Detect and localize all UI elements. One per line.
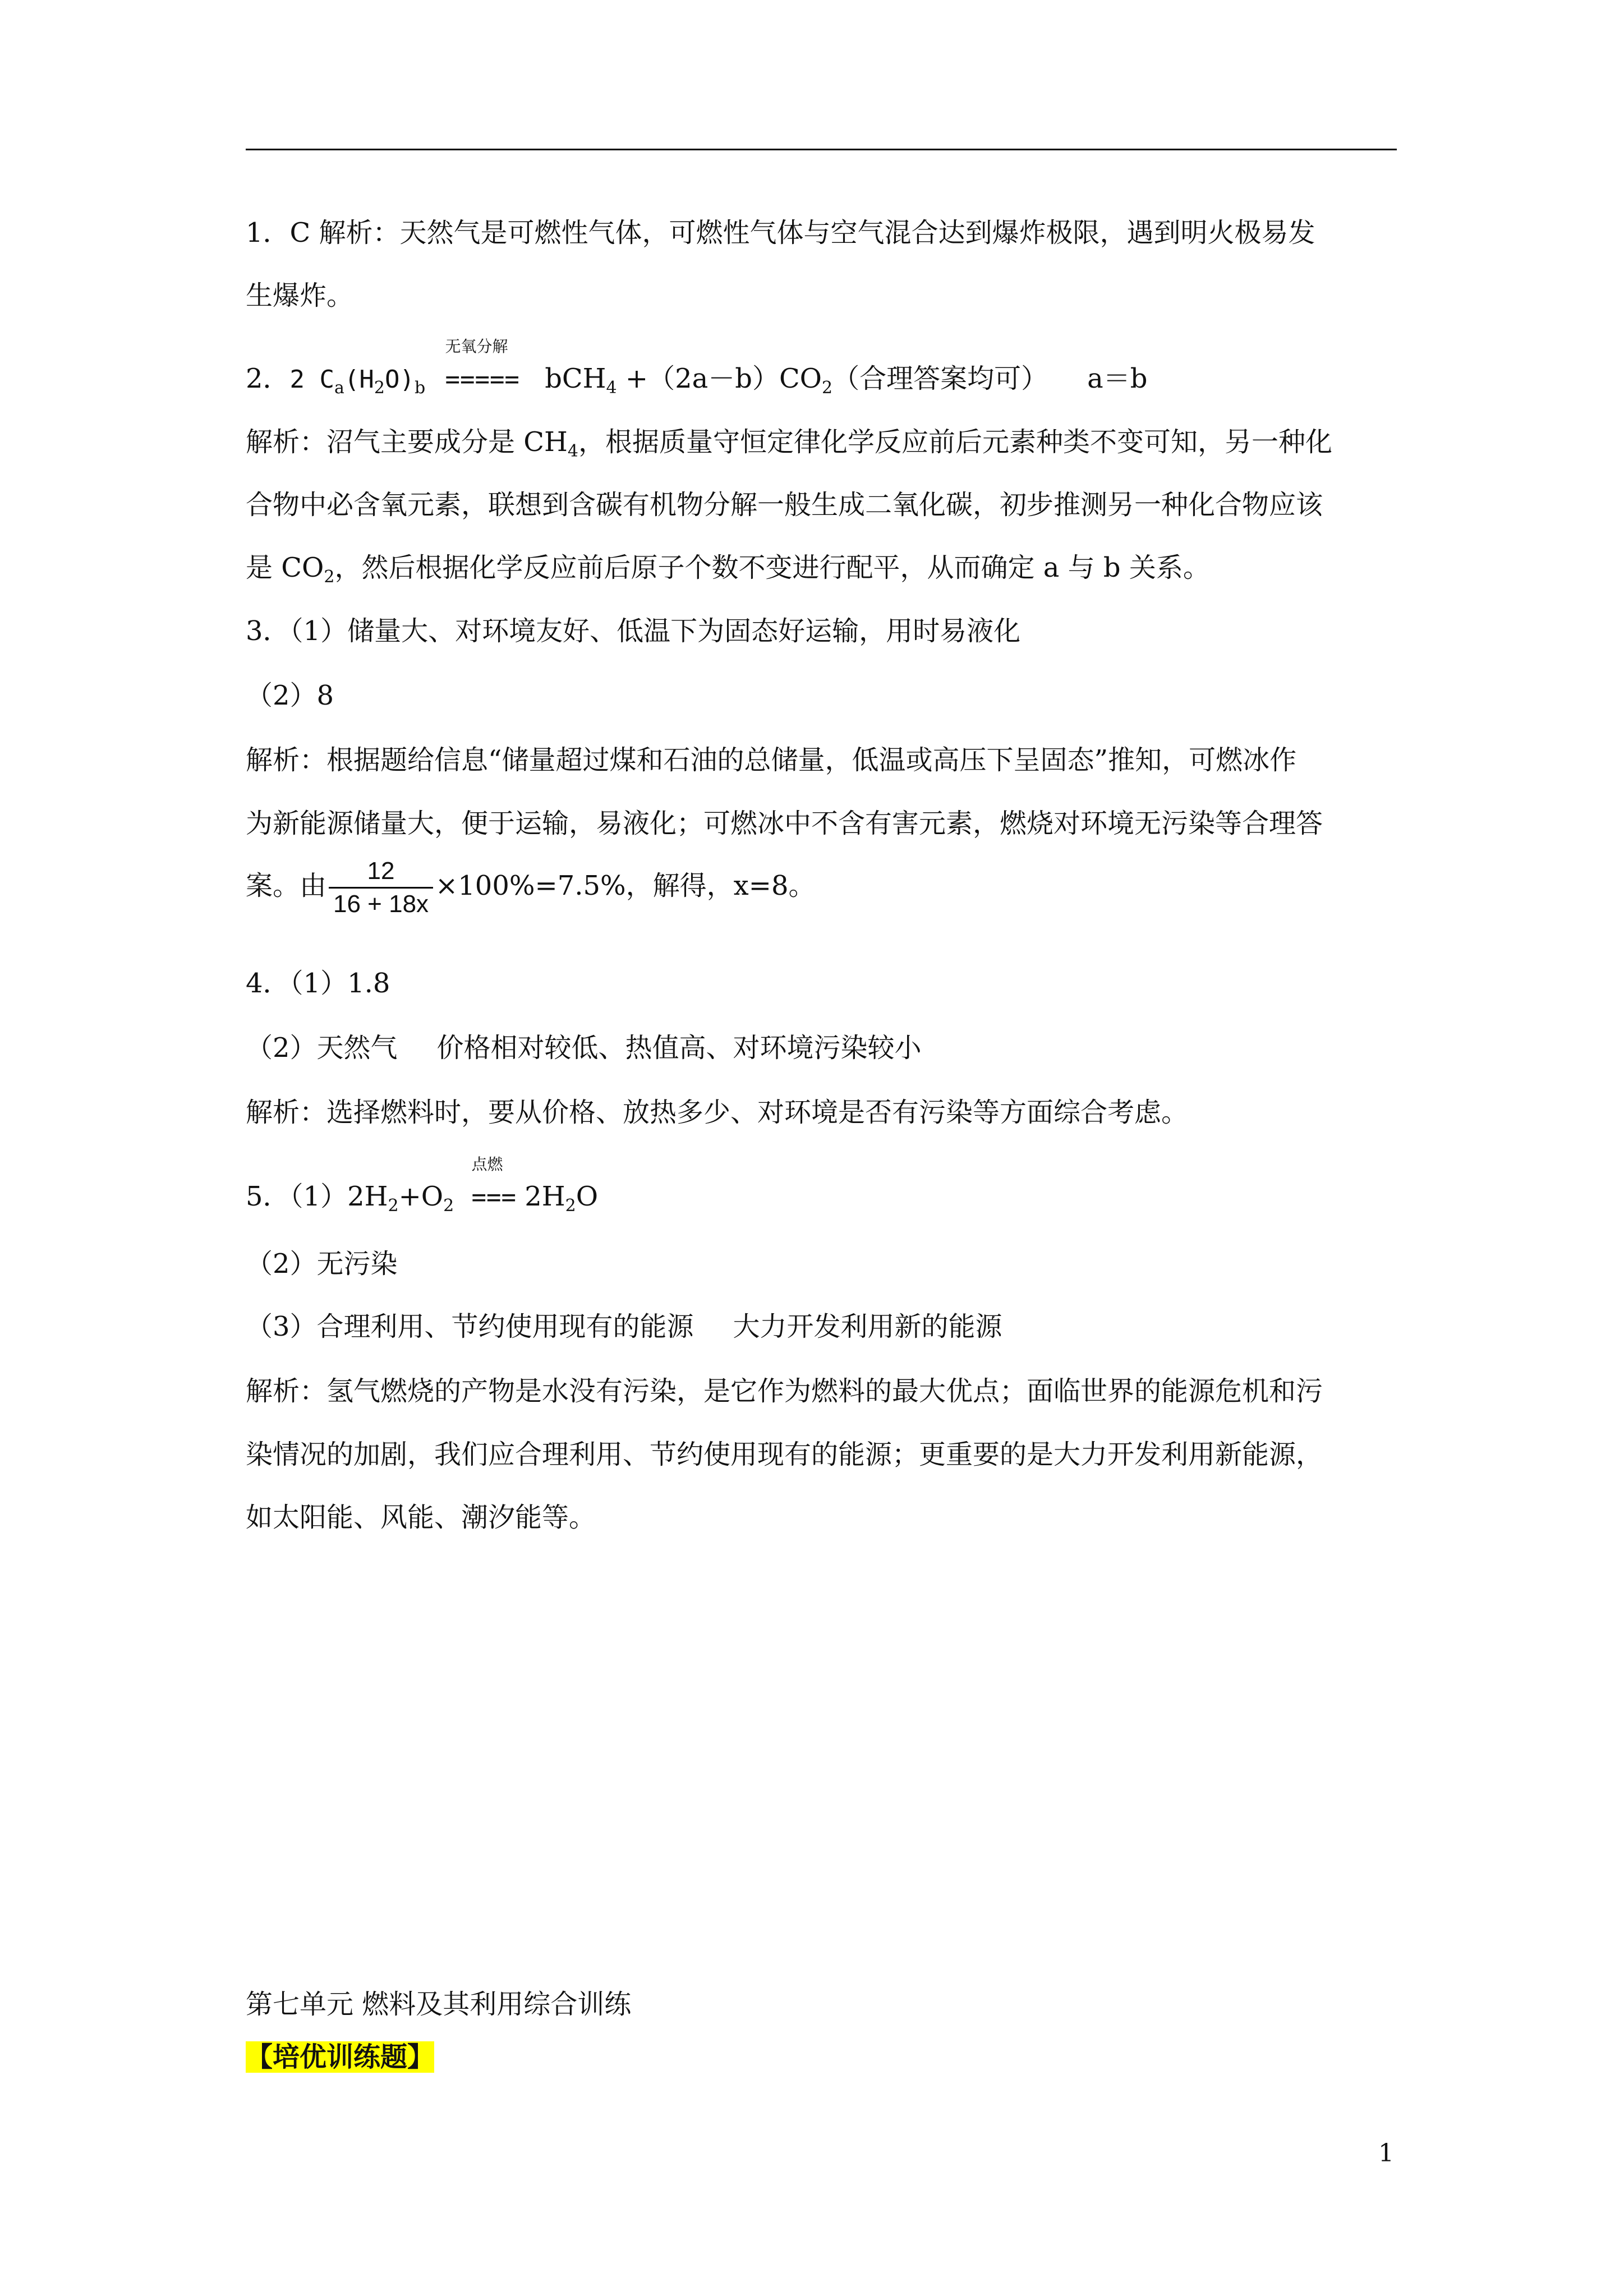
eq-sub: 2	[565, 1196, 576, 1216]
answer-5-part-1	[246, 1155, 599, 1216]
answer-5-part-3	[246, 1310, 1002, 1343]
expl-text: 是 CO	[246, 552, 324, 583]
answer-2-expl-3	[246, 551, 1210, 585]
expl-sub: 2	[324, 567, 335, 587]
eq-text: 2H	[516, 1181, 565, 1212]
answer-5-expl-2: 染情况的加剧，我们应合理利用、节约使用现有的能源；更重要的是大力开发利用新能源，	[246, 1439, 1323, 1470]
expl-text: 大力开发利用新的能源	[733, 1311, 1002, 1342]
unit-title: 第七单元 燃料及其利用综合训练	[246, 1989, 632, 2020]
answer-3-part-1: 3．（1）储量大、对环境友好、低温下为固态好运输，用时易液化	[246, 615, 1021, 647]
answer-2-expl-1	[246, 425, 1332, 459]
expl-sub: 4	[567, 441, 578, 461]
eq-sub-2: 2	[374, 378, 385, 398]
expl-text: 案。由	[246, 870, 327, 901]
answer-1-line-1: 1．C 解析：天然气是可燃性气体，可燃性气体与空气混合达到爆炸极限，遇到明火极易发	[246, 217, 1315, 249]
section-label	[246, 2040, 434, 2074]
answer-3-part-2: （2）8	[246, 680, 334, 711]
section-label-highlight: 【培优训练题】	[246, 2041, 435, 2073]
answer-1-line-2: 生爆炸。	[246, 280, 354, 311]
eq-co2-sub: 2	[822, 378, 833, 398]
fraction	[329, 855, 433, 920]
expl-text: ×100%=7.5%，解得，x=8。	[435, 870, 816, 901]
eq-coefficient: 2	[289, 365, 320, 394]
eq-carbon: C	[319, 365, 335, 394]
answer-4-part-2	[246, 1031, 922, 1065]
eq-sub-4: 4	[606, 378, 617, 398]
eq-h2o-open: (H	[344, 365, 374, 394]
answer-5-expl-3: 如太阳能、风能、潮汐能等。	[246, 1502, 596, 1533]
eq-text: 5．（1）2H	[246, 1181, 388, 1212]
answer-4-part-1: 4．（1）1.8	[246, 968, 390, 999]
eq-co2: +（2a－b）CO	[617, 363, 822, 394]
fraction-numerator: 12	[329, 855, 433, 889]
answer-3-expl-3	[246, 850, 816, 922]
reaction-condition: 无氧分解	[445, 337, 508, 356]
answer-3-expl-1: 解析：根据题给信息“储量超过煤和石油的总储量，低温或高压下呈固态”推知，可燃冰作	[246, 744, 1297, 776]
eq-sub: 2	[388, 1196, 399, 1216]
eq-sub: 2	[443, 1196, 454, 1216]
fraction-denominator: 16 + 18x	[333, 890, 429, 918]
eq-text: O	[576, 1181, 599, 1212]
expl-text: （3）合理利用、节约使用现有的能源	[246, 1311, 694, 1342]
answer-5-expl-1: 解析：氢气燃烧的产物是水没有污染，是它作为燃料的最大优点；面临世界的能源危机和污	[246, 1375, 1323, 1407]
expl-text: 价格相对较低、热值高、对环境污染较小	[436, 1032, 922, 1064]
eq-h2o-close: O)	[385, 365, 415, 394]
page-number: 1	[1378, 2139, 1394, 2168]
answer-3-expl-2: 为新能源储量大，便于运输，易液化；可燃冰中不含有害元素，燃烧对环境无污染等合理答	[246, 808, 1323, 839]
answer-5-part-2: （2）无污染	[246, 1248, 398, 1280]
answer-2-equation	[246, 337, 1148, 398]
reaction-condition: 点燃	[471, 1155, 503, 1174]
expl-text: 解析：沼气主要成分是 CH	[246, 426, 568, 458]
eq-sub-a: a	[334, 378, 344, 398]
expl-text: ，根据质量守恒定律化学反应前后元素种类不变可知，另一种化	[578, 426, 1332, 458]
answer-2-expl-2: 合物中必含氧元素，联想到含碳有机物分解一般生成二氧化碳，初步推测另一种化合物应该	[246, 489, 1323, 521]
expl-text: ，然后根据化学反应前后原子个数不变进行配平，从而确定 a 与 b 关系。	[334, 552, 1210, 583]
reaction-equals: ===	[471, 1183, 516, 1212]
header-rule	[246, 149, 1397, 150]
expl-text: （2）天然气	[246, 1032, 398, 1064]
eq-bch4: bCH	[545, 363, 606, 394]
answer-4-expl: 解析：选择燃料时，要从价格、放热多少、对环境是否有污染等方面综合考虑。	[246, 1097, 1189, 1128]
eq-text: +O	[398, 1181, 444, 1212]
answer-2-number: 2．	[246, 363, 290, 394]
eq-note: （合理答案均可）	[832, 363, 1048, 394]
reaction-equals: =====	[445, 365, 519, 394]
eq-relation: a＝b	[1087, 363, 1148, 394]
eq-sub-b: b	[414, 378, 426, 398]
